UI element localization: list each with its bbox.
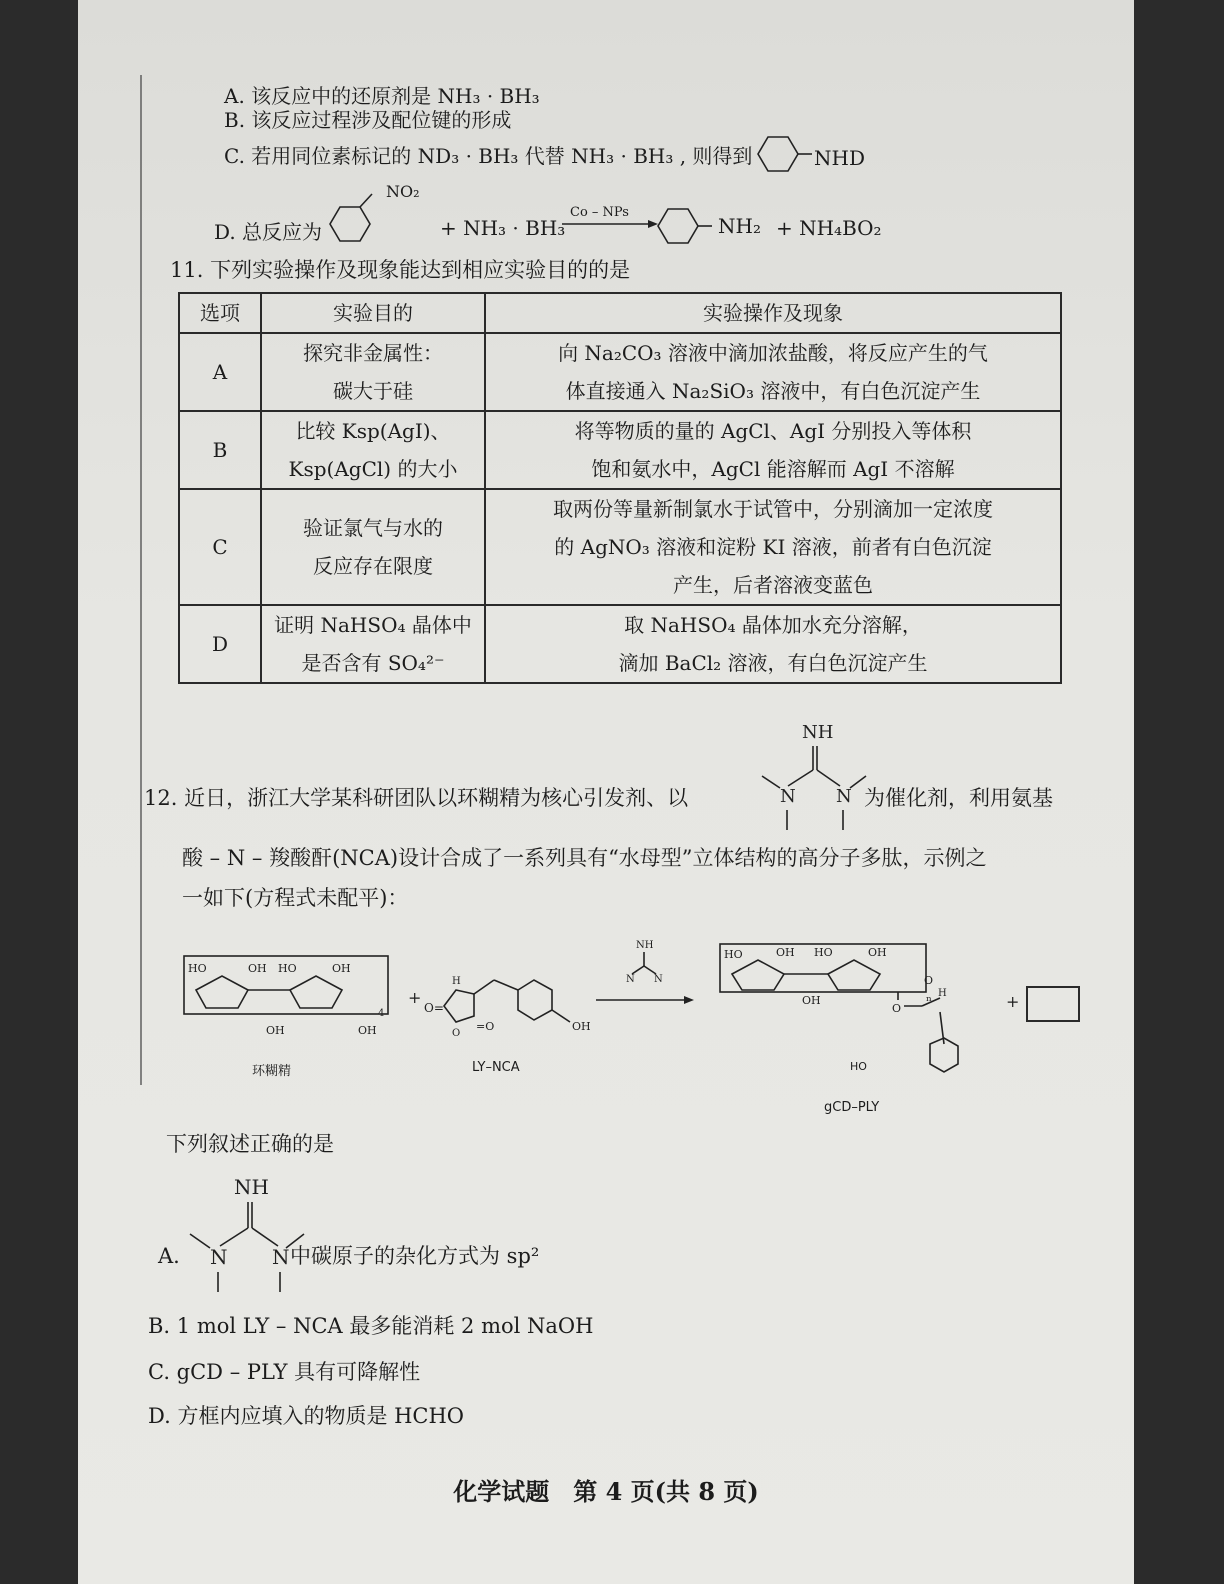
svg-text:OH: OH — [802, 994, 821, 1007]
table-row — [179, 605, 1061, 683]
svg-text:OH: OH — [332, 962, 351, 975]
q12-stem-part1: 12. 近日，浙江大学某科研团队以环糊精为核心引发剂、以 — [144, 786, 689, 810]
plus-sign-2: + — [1006, 992, 1020, 1011]
svg-text:N: N — [780, 786, 796, 807]
svg-text:4: 4 — [378, 1008, 385, 1019]
svg-text:OH: OH — [358, 1024, 377, 1037]
catalyst-over-arrow — [596, 936, 696, 1006]
gcd-ply-structure — [718, 940, 958, 1090]
q12-option-b: B. 1 mol LY – NCA 最多能消耗 2 mol NaOH — [148, 1314, 594, 1338]
q12-stem-line2: 酸 – N – 羧酸酐(NCA)设计合成了一系列具有“水母型”立体结构的高分子多肽，示例之 — [182, 846, 987, 870]
svg-text:OH: OH — [776, 946, 795, 959]
row-option: A — [179, 333, 261, 411]
q10-option-b: B. 该反应过程涉及配位键的形成 — [224, 108, 512, 132]
nitrobenzene-structure — [320, 186, 390, 256]
svg-text:NH: NH — [802, 722, 834, 743]
table-row — [179, 333, 1061, 411]
q12-option-d: D. 方框内应填入的物质是 HCHO — [148, 1404, 465, 1428]
svg-text:H: H — [938, 988, 947, 999]
cyclodextrin-structure — [182, 950, 394, 1050]
svg-text:HO: HO — [814, 946, 833, 959]
cyclodextrin-label: 环糊精 — [252, 1064, 292, 1079]
q10-c-product: NHD — [814, 146, 865, 170]
row-aim: 探究非金属性： 碳大于硅 — [261, 333, 485, 411]
svg-text:NH: NH — [234, 1175, 269, 1199]
q10-option-c: C. 若用同位素标记的 ND₃ · BH₃ 代替 NH₃ · BH₃ , 则得到 — [224, 144, 753, 168]
q10-d-byproduct: + NH₄BO₂ — [776, 216, 882, 240]
reaction-arrow — [562, 214, 662, 234]
amino-group-label: NH₂ — [718, 214, 761, 238]
svg-text:OH: OH — [868, 946, 887, 959]
nitro-group-label: NO₂ — [386, 182, 420, 201]
row-option: C — [179, 489, 261, 605]
svg-text:N: N — [654, 974, 663, 985]
option-a-guanidine-structure — [186, 1172, 306, 1294]
ly-nca-structure — [422, 960, 602, 1050]
svg-text:N: N — [836, 786, 852, 807]
row-aim: 验证氯气与水的 反应存在限度 — [261, 489, 485, 605]
svg-text:O: O — [452, 1028, 461, 1039]
svg-text:OH: OH — [572, 1020, 591, 1033]
ly-nca-label: LY–NCA — [472, 1060, 520, 1075]
svg-text:HO: HO — [188, 962, 207, 975]
q11-stem: 11. 下列实验操作及现象能达到相应实验目的的是 — [170, 258, 631, 282]
page-footer: 化学试题 第 4 页(共 8 页) — [453, 1477, 759, 1506]
header-option: 选项 — [179, 293, 261, 333]
svg-text:OH: OH — [248, 962, 267, 975]
svg-text:O=: O= — [424, 1001, 444, 1015]
svg-text:NH: NH — [636, 940, 654, 951]
q12-option-a-label: A. — [158, 1244, 180, 1268]
svg-text:=O: =O — [476, 1020, 495, 1033]
table-row — [179, 489, 1061, 605]
row-option: D — [179, 605, 261, 683]
aniline-structure — [650, 204, 720, 248]
row-operation: 取 NaHSO₄ 晶体加水充分溶解， 滴加 BaCl₂ 溶液，有白色沉淀产生 — [485, 605, 1061, 683]
svg-text:H: H — [452, 976, 461, 987]
q12-option-c: C. gCD – PLY 具有可降解性 — [148, 1360, 421, 1384]
svg-text:HO: HO — [278, 962, 297, 975]
row-aim: 比较 Ksp(AgI)、 Ksp(AgCl) 的大小 — [261, 411, 485, 489]
table-row — [179, 411, 1061, 489]
margin-rule — [140, 75, 142, 1085]
row-option: B — [179, 411, 261, 489]
row-aim: 证明 NaHSO₄ 晶体中 是否含有 SO₄²⁻ — [261, 605, 485, 683]
row-operation: 取两份等量新制氯水于试管中，分别滴加一定浓度 的 AgNO₃ 溶液和淀粉 KI 溶液，前者有白色沉淀 产生，后者溶液变蓝色 — [485, 489, 1061, 605]
subscript-n: ₙ — [926, 989, 933, 1005]
q12-stem-part2: 为催化剂，利用氨基 — [864, 786, 1053, 810]
plus-sign-1: + — [408, 988, 422, 1007]
q12-prompt: 下列叙述正确的是 — [166, 1132, 334, 1156]
answer-box — [1026, 986, 1080, 1022]
guanidine-catalyst-structure — [758, 718, 868, 836]
row-operation: 将等物质的量的 AgCl、AgI 分别投入等体积 饱和氨水中，AgCl 能溶解而 AgI 不溶解 — [485, 411, 1061, 489]
svg-text:O: O — [892, 1002, 902, 1015]
q10-option-a: A. 该反应中的还原剂是 NH₃ · BH₃ — [224, 84, 540, 108]
q10-option-d-label: D. 总反应为 — [214, 220, 323, 244]
row-operation: 向 Na₂CO₃ 溶液中滴加浓盐酸，将反应产生的气 体直接通入 Na₂SiO₃ 溶液中，有白色沉淀产生 — [485, 333, 1061, 411]
svg-text:N: N — [210, 1245, 228, 1269]
q12-option-a-text: 中碳原子的杂化方式为 sp² — [290, 1244, 540, 1268]
q10-d-reagent: + NH₃ · BH₃ — [440, 216, 566, 240]
catalyst-label: Co – NPs — [570, 205, 629, 220]
svg-text:N: N — [272, 1245, 290, 1269]
q12-stem-line3: 一如下(方程式未配平)： — [182, 886, 409, 910]
svg-text:HO: HO — [724, 948, 743, 961]
table-header-row — [179, 293, 1061, 333]
gcd-ply-label: gCD–PLY — [824, 1100, 880, 1115]
header-aim: 实验目的 — [261, 293, 485, 333]
header-operation: 实验操作及现象 — [485, 293, 1061, 333]
exam-page — [78, 0, 1134, 1584]
hydroxyl-label: HO — [850, 1060, 867, 1073]
svg-text:N: N — [626, 974, 635, 985]
experiment-table — [178, 292, 1062, 684]
svg-text:OH: OH — [266, 1024, 285, 1037]
svg-text:O: O — [924, 974, 934, 987]
